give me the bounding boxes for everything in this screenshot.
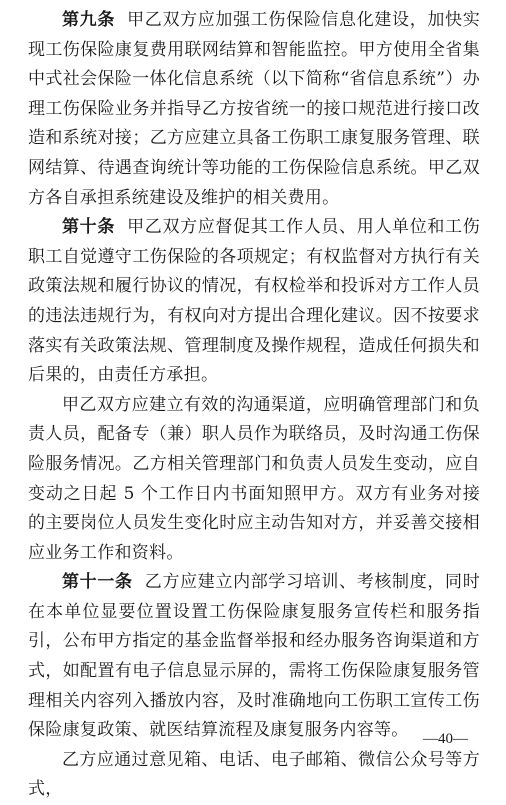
article-10-text: 甲乙双方应督促其工作人员、用人单位和工伤职工自觉遵守工伤保险的各项规定；有权监督对方执行有关政策法规和履行协议的情况，有权检举和投诉对方工作人员的违法违规行为，有权向对方提出合理化建议。因不按要求落实有关政策法规、管理制度及操作规程，造成任何损失和后果的，由责任方承担。 — [28, 217, 480, 386]
page-number: —40— — [423, 731, 468, 747]
article-10-paragraph — [28, 213, 480, 391]
document-page — [28, 6, 480, 805]
article-10-continuation-paragraph — [28, 391, 480, 569]
article-11-text: 乙方应建立内部学习培训、考核制度，同时在本单位显要位置设置工伤保险康复服务宣传栏和服务指引，公布甲方指定的基金监督举报和经办服务咨询渠道和方式，如配置有电子信息显示屏的，需将工伤保险康复服务管理相关内容列入播放内容，及时准确地向工伤职工宣传工伤保险康复政策、就医结算流程及康复服务内容等。 — [28, 572, 480, 741]
article-9-paragraph — [28, 6, 480, 213]
article-11-continuation-paragraph — [28, 746, 480, 805]
article-10-continuation-text: 甲乙双方应建立有效的沟通渠道，应明确管理部门和负责人员，配备专（兼）职人员作为联络员，及时沟通工伤保险服务情况。乙方相关管理部门和负责人员发生变动，应自变动之日起 5 个工作日内书面知照甲方。双方有业务对接的主要岗位人员发生变化时应主动告知对方，并妥善交接相应业务工作和资料。 — [28, 394, 480, 563]
article-10-label: 第十条 — [62, 217, 115, 238]
article-9-text: 甲乙双方应加强工伤保险信息化建设，加快实现工伤保险康复费用联网结算和智能监控。甲方使用全省集中式社会保险一体化信息系统（以下简称“省信息系统”）办理工伤保险业务并指导乙方按省统一的接口规范进行接口改造和系统对接；乙方应建立具备工伤职工康复服务管理、联网结算、待遇查询统计等功能的工伤保险信息系统。甲乙双方各自承担系统建设及维护的相关费用。 — [28, 10, 480, 208]
article-9-label: 第九条 — [62, 10, 115, 30]
article-11-continuation-text: 乙方应通过意见箱、电话、电子邮箱、微信公众号等方式， — [28, 749, 480, 800]
article-11-paragraph — [28, 568, 480, 746]
article-11-label: 第十一条 — [62, 572, 133, 593]
